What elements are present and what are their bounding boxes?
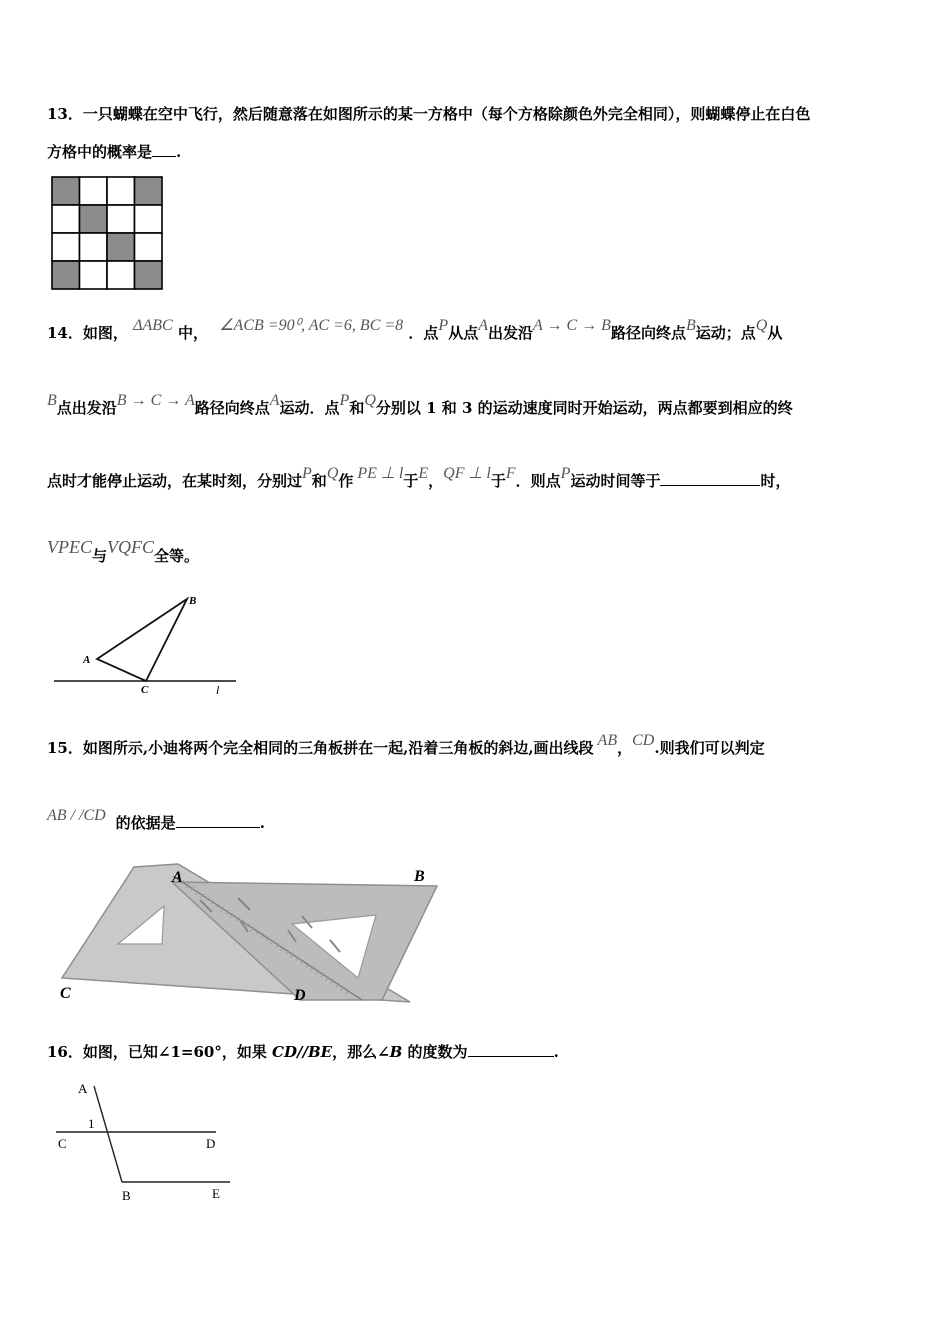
- math-point-q: Q: [364, 392, 376, 409]
- white-square: [80, 261, 108, 289]
- math-path-bca: B → C → A: [116, 392, 195, 409]
- q15-answer-blank[interactable]: [176, 813, 260, 828]
- math-point-b: B: [47, 392, 57, 409]
- math-triangle-qfc: VQFC: [107, 537, 155, 557]
- q14-text: ．点: [408, 324, 439, 342]
- q14-text: 运动时间等于: [570, 472, 661, 490]
- q13-period: .: [176, 143, 182, 161]
- q13-answer-blank[interactable]: [152, 142, 176, 157]
- line-ab: [94, 1086, 122, 1182]
- q14-text-line3: [47, 465, 791, 491]
- q16-text-line: [47, 1041, 559, 1062]
- gray-square: [52, 261, 80, 289]
- math-segment-cd: CD: [632, 732, 655, 749]
- q16-text: 的度数为: [402, 1043, 468, 1061]
- white-square: [135, 205, 163, 233]
- q16-answer-blank[interactable]: [468, 1042, 554, 1057]
- q14-text: 路径向终点: [194, 399, 270, 417]
- q13-text-line2: [47, 141, 181, 162]
- q15-text: .则我们可以判定: [654, 739, 765, 757]
- q14-text: 从点: [448, 324, 479, 342]
- q15-text: 15．如图所示,小迪将两个完全相同的三角板拼在一起,沿着三角板的斜边,画出线段: [47, 739, 594, 757]
- math-segment-ab: AB: [597, 732, 618, 749]
- q14-text: 中，: [177, 324, 208, 342]
- gray-square: [107, 233, 135, 261]
- q14-text: 和: [311, 472, 327, 490]
- math-point-b: B: [685, 317, 696, 334]
- white-square: [107, 205, 135, 233]
- math-point-e: E: [418, 465, 429, 482]
- label-b: B: [189, 595, 197, 607]
- q14-text-line1: [47, 317, 783, 343]
- q16-period: .: [553, 1043, 559, 1061]
- q14-text: 运动．点: [279, 399, 340, 417]
- q14-text: 于: [403, 472, 419, 490]
- gray-square: [52, 177, 80, 205]
- q14-text: 作: [338, 472, 354, 490]
- math-point-b: B: [389, 1043, 403, 1061]
- label-a: A: [78, 1081, 88, 1096]
- label-b: B: [414, 868, 425, 885]
- q15-text-line1: [47, 732, 765, 758]
- label-c: C: [60, 985, 71, 1002]
- math-point-f: F: [505, 465, 516, 482]
- q14-text: 出发沿: [488, 324, 534, 342]
- math-conditions: ∠ACB =90⁰, AC =6, BC =8: [219, 317, 404, 334]
- parallel-lines-figure: [52, 1076, 242, 1210]
- q14-text: ．则点: [515, 472, 561, 490]
- q14-text: 路径向终点: [610, 324, 686, 342]
- q14-text: 全等。: [154, 547, 200, 565]
- q16-text: 16．如图，已知∠1=60°，如果: [47, 1043, 273, 1061]
- q14-text: 运动；点: [695, 324, 756, 342]
- triangle-abc: [97, 599, 187, 681]
- gray-square: [80, 205, 108, 233]
- q15-text-line2: [47, 807, 265, 833]
- q14-text-line2: [47, 392, 793, 418]
- white-square: [80, 233, 108, 261]
- math-cd-parallel-be: CD//BE: [272, 1043, 333, 1061]
- white-square: [52, 233, 80, 261]
- q15-text: 的依据是: [115, 814, 176, 832]
- white-square: [80, 177, 108, 205]
- math-triangle-pec: VPEC: [47, 537, 92, 557]
- q15-text: ，: [617, 739, 633, 757]
- q13-text: 方格中的概率是: [47, 143, 153, 161]
- q14-text: ，: [428, 472, 444, 490]
- label-c: C: [58, 1136, 67, 1151]
- white-square: [135, 233, 163, 261]
- math-point-q: Q: [326, 465, 339, 482]
- math-qf-perp-l: QF ⊥ l: [443, 465, 491, 482]
- q15-text: .: [259, 814, 265, 832]
- q14-text: 和: [349, 399, 365, 417]
- q16-text: ，那么∠: [332, 1043, 390, 1061]
- math-point-p: P: [339, 392, 350, 409]
- math-point-p: P: [438, 317, 449, 334]
- math-point-p: P: [560, 465, 571, 482]
- math-path-acb: A → C → B: [533, 317, 611, 334]
- math-point-a: A: [269, 392, 280, 409]
- q14-text: 点时才能停止运动，在某时刻，分别过: [47, 472, 303, 490]
- q14-number: 14．如图，: [47, 324, 128, 342]
- label-b: B: [122, 1188, 131, 1203]
- label-angle-1: 1: [88, 1116, 95, 1131]
- q14-text: 点出发沿: [56, 399, 117, 417]
- q14-text-line4: [47, 537, 200, 566]
- white-square: [107, 261, 135, 289]
- white-square: [52, 205, 80, 233]
- label-l: l: [216, 683, 220, 697]
- q14-text: 从: [767, 324, 783, 342]
- q14-answer-blank[interactable]: [660, 471, 760, 486]
- label-c: C: [141, 684, 149, 696]
- math-point-q: Q: [755, 317, 768, 334]
- triangle-abc-figure: [50, 590, 250, 700]
- label-d: D: [206, 1136, 216, 1151]
- q14-text: 于: [490, 472, 506, 490]
- q14-text: 与: [92, 547, 108, 565]
- math-triangle-abc: ΔABC: [133, 317, 173, 334]
- math-pe-perp-l: PE ⊥ l: [357, 465, 404, 482]
- gray-square: [135, 261, 163, 289]
- label-e: E: [212, 1186, 220, 1201]
- label-d: D: [294, 987, 306, 1004]
- q14-text: 分别以 1 和 3 的运动速度同时开始运动，两点都要到相应的终: [375, 399, 793, 417]
- white-square: [107, 177, 135, 205]
- math-point-a: A: [478, 317, 488, 334]
- label-a: A: [172, 869, 183, 886]
- math-point-p: P: [302, 465, 312, 482]
- q13-text-line1: 13．一只蝴蝶在空中飞行，然后随意落在如图所示的某一方格中（每个方格除颜色外完全相同），则蝴蝶停止在白色: [47, 105, 811, 123]
- set-squares-figure: [50, 860, 450, 1010]
- math-ab-parallel-cd: AB / /CD: [47, 807, 106, 824]
- label-a: A: [83, 654, 91, 666]
- q14-text: 时，: [760, 472, 791, 490]
- checkerboard-figure: [51, 176, 163, 290]
- gray-square: [135, 177, 163, 205]
